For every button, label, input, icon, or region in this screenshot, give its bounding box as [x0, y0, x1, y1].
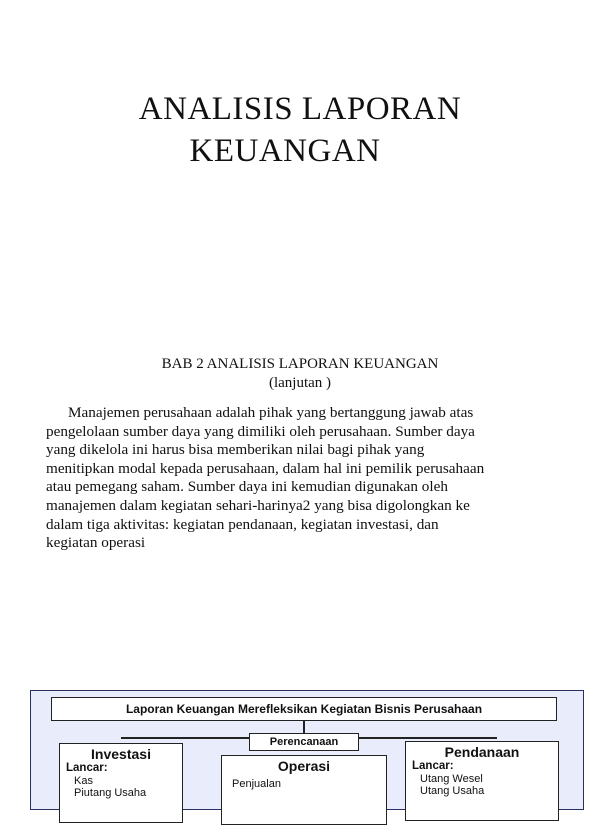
perencanaan-box: Perencanaan [249, 733, 359, 751]
body-line: kegiatan operasi [46, 534, 146, 552]
document-title [0, 88, 600, 172]
title-line-1: ANALISIS LAPORAN [138, 91, 462, 127]
pendanaan-sub: Lancar: [412, 760, 454, 772]
pendanaan-title: Pendanaan [444, 744, 520, 760]
connector-line [303, 721, 305, 733]
business-activity-diagram [30, 690, 584, 810]
investasi-item: Kas [74, 775, 93, 787]
investasi-sub: Lancar: [66, 762, 108, 774]
body-line: menitipkan modal kepada perusahaan, dalam hal ini pemilik perusahaan [46, 459, 485, 477]
operasi-title: Operasi [277, 758, 331, 774]
body-line: atau pemegang saham. Sumber daya ini kemudian digunakan oleh [46, 478, 448, 496]
section-subheading: (lanjutan ) [268, 375, 332, 391]
pendanaan-item: Utang Usaha [420, 785, 485, 797]
operasi-box [221, 755, 387, 825]
section-heading: BAB 2 ANALISIS LAPORAN KEUANGAN [161, 356, 439, 372]
body-line: pengelolaan sumber daya yang dimiliki oleh perusahaan. Sumber daya [46, 422, 475, 440]
pendanaan-box [405, 741, 559, 821]
body-line: dalam tiga aktivitas: kegiatan pendanaan, kegiatan investasi, dan [46, 515, 439, 533]
body-line: manajemen dalam kegiatan sehari-harinya2 yang bisa digolongkan ke [46, 496, 470, 514]
operasi-item: Penjualan [232, 778, 281, 790]
investasi-item: Piutang Usaha [74, 787, 147, 799]
pendanaan-item: Utang Wesel [420, 773, 483, 785]
title-line-2: KEUANGAN [189, 133, 381, 169]
body-line: Manajemen perusahaan adalah pihak yang bertanggung jawab atas [68, 404, 474, 421]
diagram-title: Laporan Keuangan Merefleksikan Kegiatan Bisnis Perusahaan [51, 697, 557, 721]
body-line: yang dikelola ini harus bisa memberikan nilai bagi pihak yang [46, 441, 425, 459]
body-paragraph [46, 404, 566, 553]
investasi-box [59, 743, 183, 823]
investasi-title: Investasi [91, 746, 151, 762]
